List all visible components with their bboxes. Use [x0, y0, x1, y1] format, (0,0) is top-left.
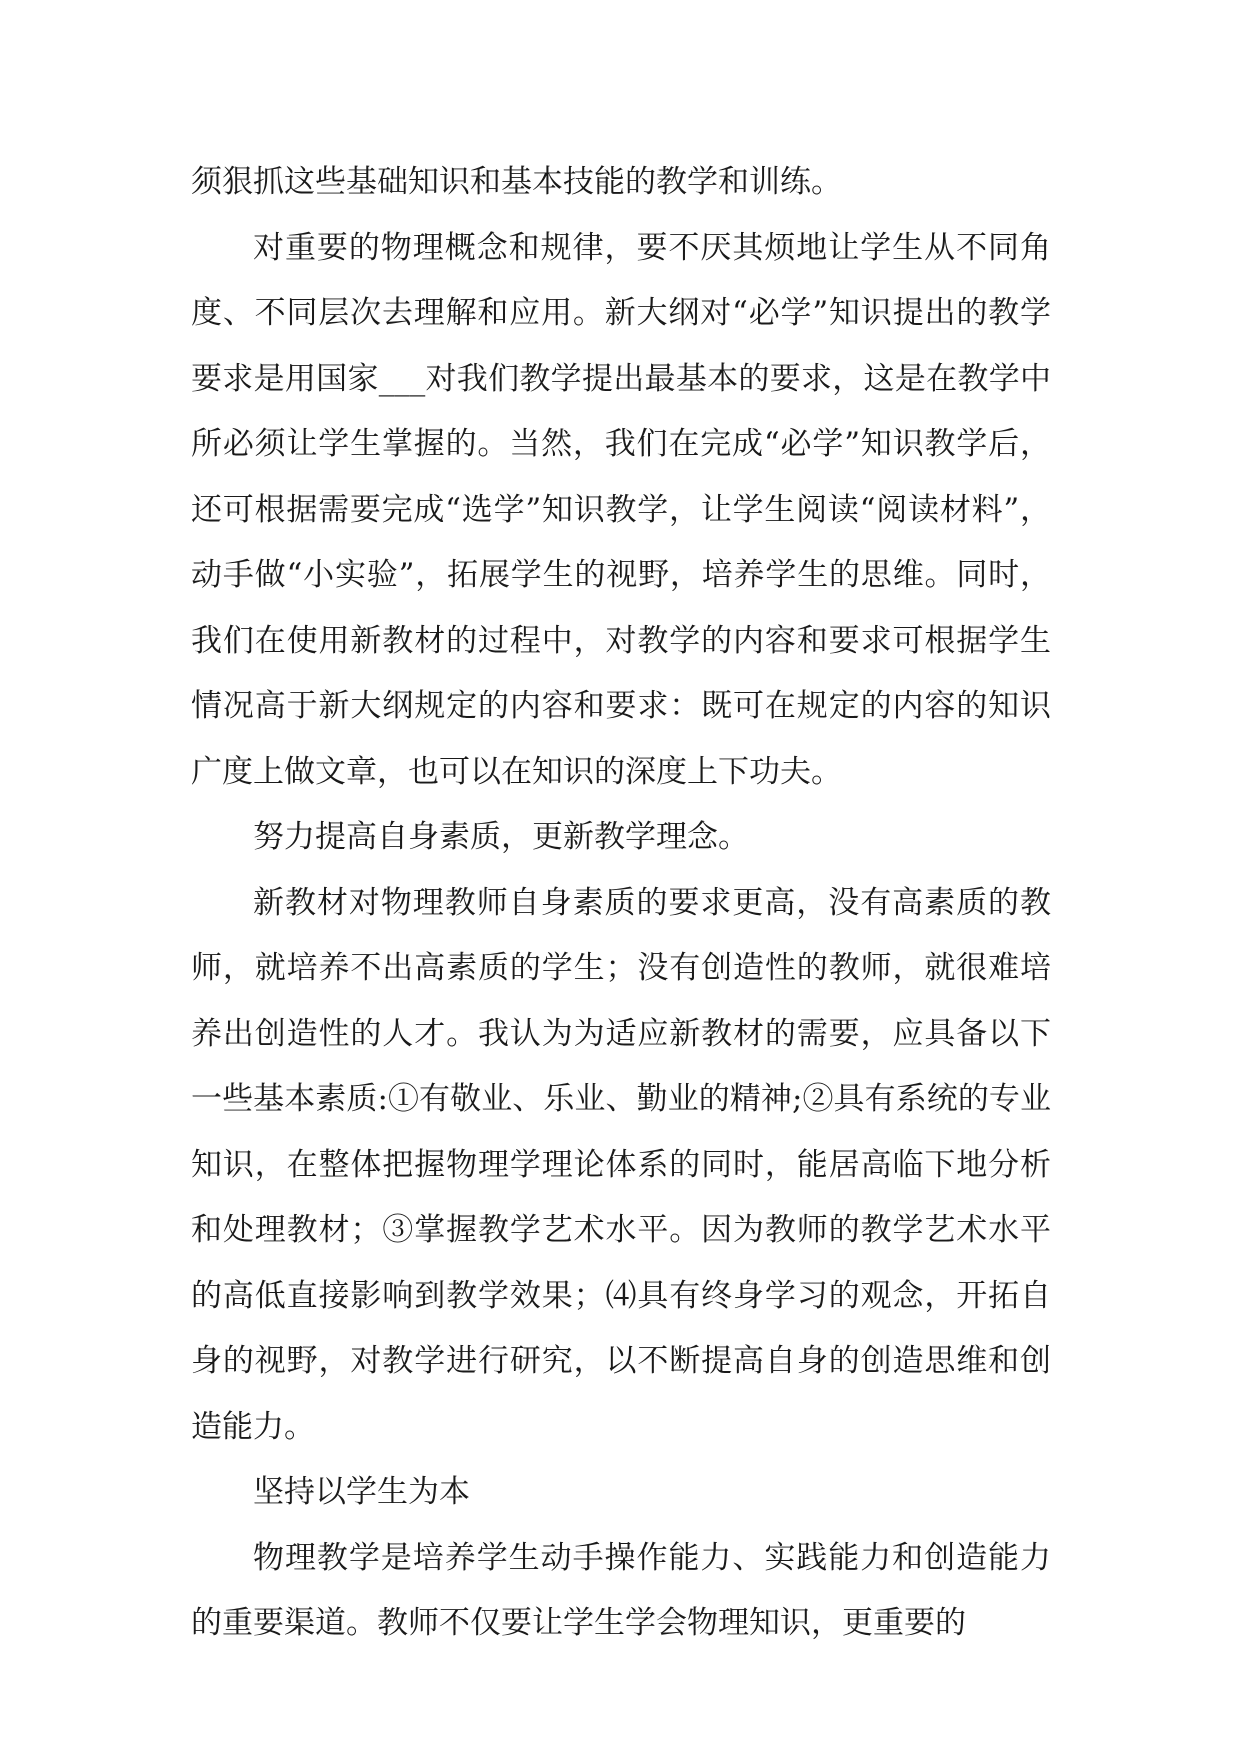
- paragraph-teacher-quality: 新教材对物理教师自身素质的要求更高，没有高素质的教师，就培养不出高素质的学生；没有创造性的教师，就很难培养出创造性的人才。我认为为适应新教材的需要，应具备以下一些基本素质:①有敬业、乐业、勤业的精神;②具有系统的专业知识，在整体把握物理学理论体系的同时，能居高临下地分析和处理教材；③掌握教学艺术水平。因为教师的教学艺术水平的高低直接影响到教学效果；⑷具有终身学习的观念，开拓自身的视野，对教学进行研究，以不断提高自身的创造思维和创造能力。: [191, 884, 1051, 1445]
- heading-student-centered: 坚持以学生为本: [253, 1474, 470, 1510]
- paragraph-physics-concepts: 对重要的物理概念和规律，要不厌其烦地让学生从不同角度、不同层次去理解和应用。新大纲对“必学”知识提出的教学要求是用国家___对我们教学提出最基本的要求，这是在教学中所必须让学生掌握的。当然，我们在完成“必学”知识教学后，还可根据需要完成“选学”知识教学，让学生阅读“阅读材料”，动手做“小实验”，拓展学生的视野，培养学生的思维。同时，我们在使用新教材的过程中，对教学的内容和要求可根据学生情况高于新大纲规定的内容和要求：既可在规定的内容的知识广度上做文章，也可以在知识的深度上下功夫。: [191, 229, 1051, 790]
- paragraph-continuation: 须狠抓这些基础知识和基本技能的教学和训练。: [191, 164, 842, 200]
- paragraph-physics-teaching: 物理教学是培养学生动手操作能力、实践能力和创造能力的重要渠道。教师不仅要让学生学会物理知识，更重要的: [191, 1539, 1051, 1641]
- heading-improve-quality: 努力提高自身素质，更新教学理念。: [253, 819, 749, 855]
- document-page: [191, 150, 1051, 1657]
